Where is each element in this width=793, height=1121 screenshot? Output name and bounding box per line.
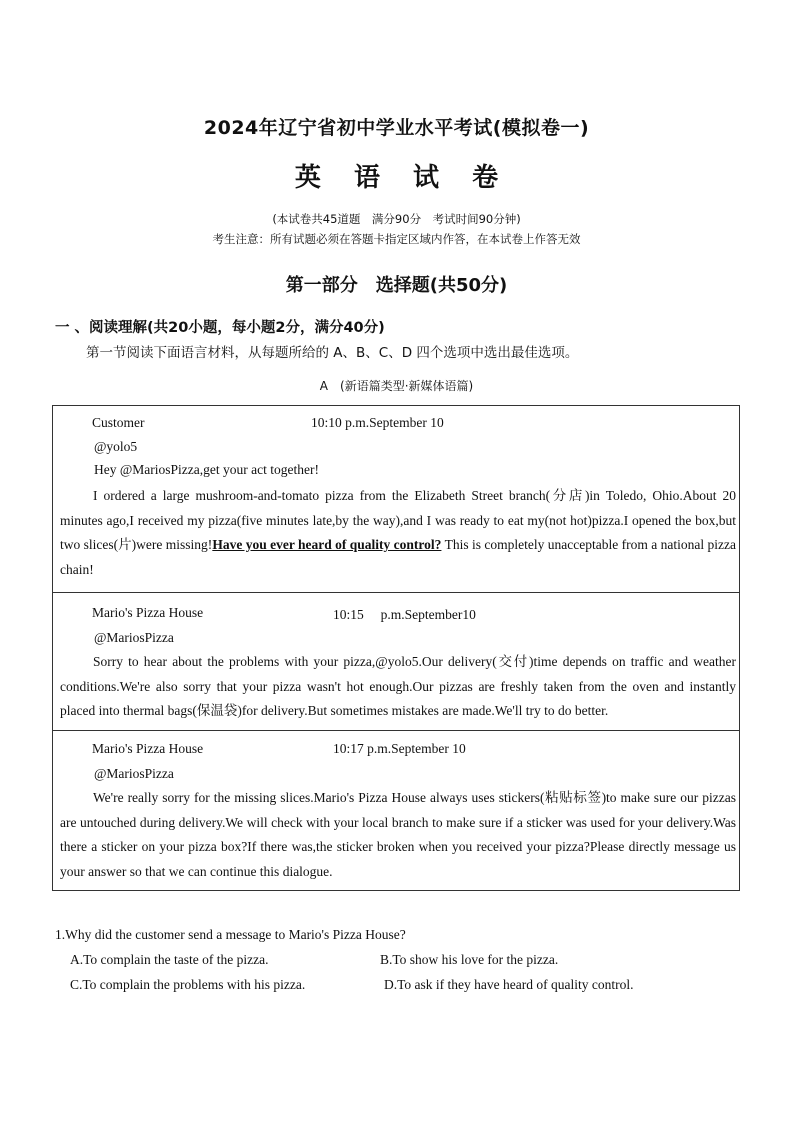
message-divider bbox=[52, 592, 740, 593]
exam-notice: 考生注意：所有试题必须在答题卡指定区域内作答，在本试卷上作答无效 bbox=[212, 232, 581, 246]
message-divider bbox=[52, 730, 740, 731]
message-body bbox=[60, 484, 736, 582]
message-time: 10:10 p.m.September 10 bbox=[311, 415, 444, 430]
highlighted-question: Have you ever heard of quality control? bbox=[212, 537, 442, 552]
option-c: C.To complain the problems with his pizza. bbox=[70, 977, 306, 992]
option-d: D.To ask if they have heard of quality control. bbox=[384, 977, 634, 992]
message-time: 10:17 p.m.September 10 bbox=[333, 741, 466, 756]
message-body: Sorry to hear about the problems with your pizza,@yolo5.Our delivery(交付)time depends on traffic and weather conditions.We're also sorry that your pizza wasn't hot enough.Our pizzas are freshly taken from the oven and instantly placed into thermal bags(保温袋)for delivery.But sometimes mistakes are made.We'll try to do better. bbox=[60, 654, 736, 718]
part-heading: 第一部分 选择题(共50分) bbox=[285, 275, 508, 296]
section-heading: 一 、阅读理解(共20小题，每小题2分，满分40分) bbox=[55, 320, 385, 336]
exam-info: (本试卷共45道题 满分90分 考试时间90分钟) bbox=[272, 212, 521, 226]
message-body-text: This is completely unacceptable from a national pizza chain! bbox=[60, 537, 737, 577]
message-handle: @MariosPizza bbox=[94, 630, 174, 645]
message-body: We're really sorry for the missing slices.Mario's Pizza House always uses stickers(粘贴标签)to make sure our pizzas are untouched during delivery.We will check with your local branch to make sure if a sticker was used for your delivery.Was there a sticker on your pizza box?If there was,the sticker broken when you received your pizza?Please directly message us your answer so that we can continue this dialogue. bbox=[60, 790, 736, 879]
message-sender: Mario's Pizza House bbox=[92, 605, 204, 620]
message-sender: Mario's Pizza House bbox=[92, 741, 204, 756]
message-handle: @MariosPizza bbox=[94, 766, 174, 781]
passage-label: A (新语篇类型·新媒体语篇) bbox=[319, 379, 474, 393]
question-stem: 1.Why did the customer send a message to Mario's Pizza House? bbox=[55, 927, 406, 942]
section-instruction: 第一节阅读下面语言材料，从每题所给的 A、B、C、D 四个选项中选出最佳选项。 bbox=[86, 345, 579, 361]
exam-title: 2024年辽宁省初中学业水平考试(模拟卷一) bbox=[203, 117, 590, 139]
message-handle: @yolo5 bbox=[94, 439, 138, 454]
exam-subject: 英 语 试 卷 bbox=[294, 163, 511, 193]
message-body-text: I ordered a large mushroom-and-tomato pizza from the Elizabeth Street branch(分店)in Toledo, Ohio.About 20 minutes ago,I received my pizza(five minutes late,by the way),and I was ready to eat my(not hot)pizza.I opened the box,but two slices(片)were missing! bbox=[60, 488, 736, 552]
message-time: 10:15 p.m.September10 bbox=[333, 607, 476, 622]
option-b: B.To show his love for the pizza. bbox=[380, 952, 559, 967]
message-sender: Customer bbox=[92, 415, 145, 430]
option-a: A.To complain the taste of the pizza. bbox=[70, 952, 269, 967]
message-greeting: Hey @MariosPizza,get your act together! bbox=[94, 462, 319, 477]
